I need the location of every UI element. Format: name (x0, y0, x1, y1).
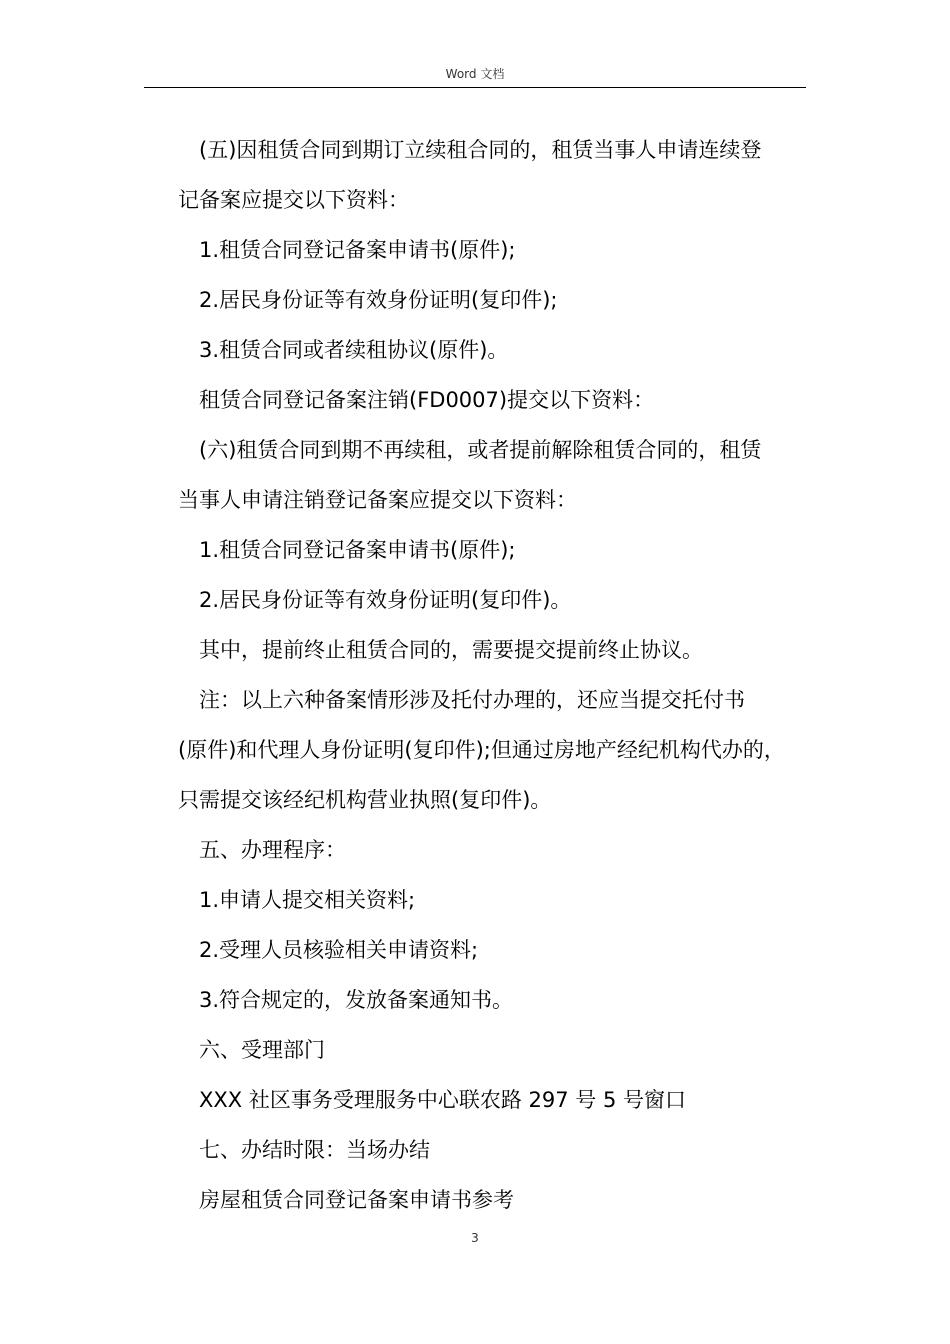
header-divider (144, 87, 806, 88)
paragraph: 2.受理人员核验相关申请资料; (199, 938, 479, 962)
paragraph: (六)租赁合同到期不再续租，或者提前解除租赁合同的，租赁 (199, 438, 762, 462)
section-heading: 六、受理部门 (199, 1038, 325, 1062)
paragraph: 1.申请人提交相关资料; (199, 888, 416, 912)
paragraph: 当事人申请注销登记备案应提交以下资料： (178, 488, 577, 512)
paragraph: 2.居民身份证等有效身份证明(复印件); (199, 288, 558, 312)
page-header: Word 文档 (445, 67, 505, 81)
paragraph: 其中，提前终止租赁合同的，需要提交提前终止协议。 (199, 638, 703, 662)
document-body (178, 125, 808, 1225)
page-number: 3 (471, 1231, 479, 1245)
paragraph: (原件)和代理人身份证明(复印件);但通过房地产经纪机构代办的， (178, 738, 785, 762)
section-heading: 五、办理程序： (199, 838, 346, 862)
paragraph: (五)因租赁合同到期订立续租合同的，租赁当事人申请连续登 (199, 138, 762, 162)
paragraph: 1.租赁合同登记备案申请书(原件); (199, 538, 516, 562)
paragraph: 2.居民身份证等有效身份证明(复印件)。 (199, 588, 572, 612)
paragraph: 3.符合规定的，发放备案通知书。 (199, 988, 514, 1012)
paragraph: 记备案应提交以下资料： (178, 188, 409, 212)
paragraph: XXX 社区事务受理服务中心联农路 297 号 5 号窗口 (199, 1088, 686, 1112)
paragraph: 1.租赁合同登记备案申请书(原件); (199, 238, 516, 262)
paragraph: 注：以上六种备案情形涉及托付办理的，还应当提交托付书 (199, 688, 745, 712)
paragraph: 房屋租赁合同登记备案申请书参考 (199, 1188, 514, 1212)
section-heading: 七、办结时限：当场办结 (199, 1138, 430, 1162)
paragraph: 3.租赁合同或者续租协议(原件)。 (199, 338, 509, 362)
paragraph: 租赁合同登记备案注销(FD0007)提交以下资料： (199, 388, 655, 412)
paragraph: 只需提交该经纪机构营业执照(复印件)。 (178, 788, 552, 812)
